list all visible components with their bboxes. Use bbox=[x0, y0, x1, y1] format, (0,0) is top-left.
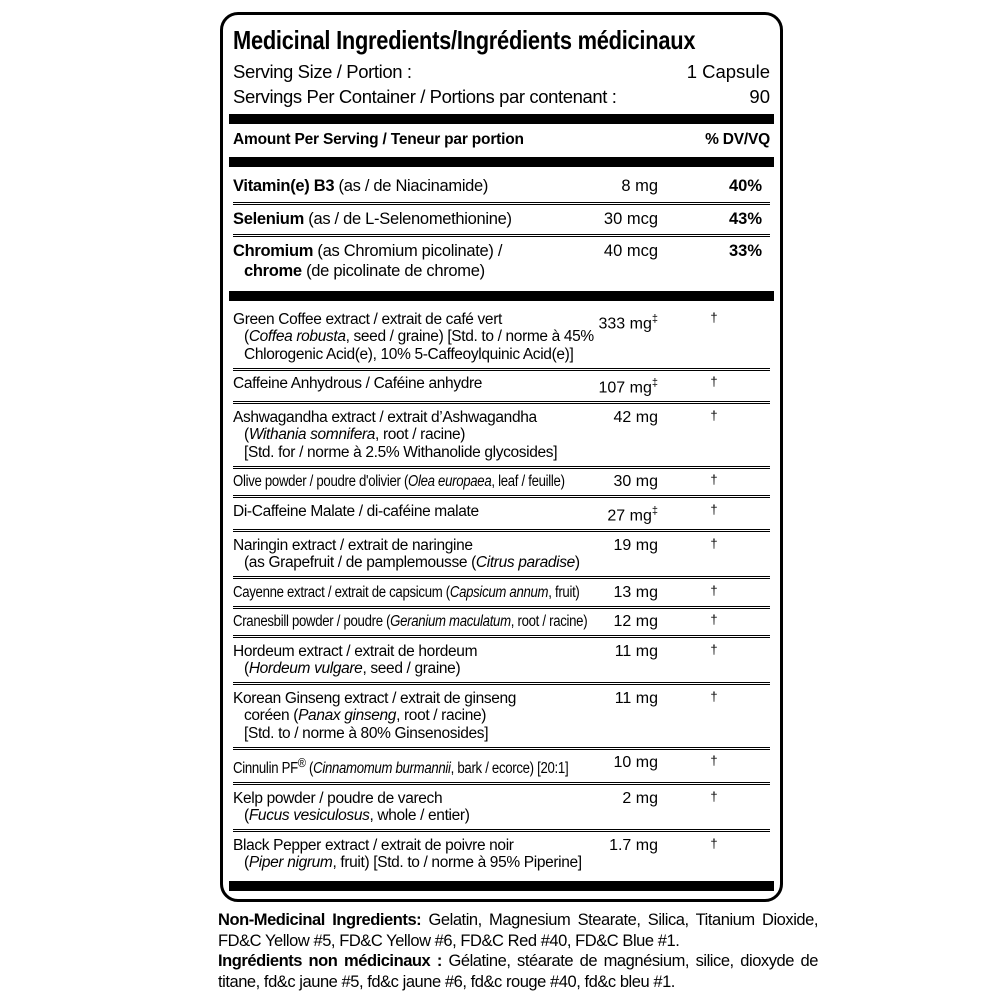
ingredient-row bbox=[233, 785, 770, 829]
ingredient-row bbox=[233, 469, 770, 496]
text-segment: Hordeum extract / extrait de hordeum bbox=[233, 642, 478, 660]
nutrient-row bbox=[233, 172, 770, 202]
ingredient-name-line bbox=[233, 754, 569, 778]
ingredient-name-line bbox=[233, 262, 563, 282]
serving-size-value: 1 Capsule bbox=[686, 61, 770, 82]
nutrient-table bbox=[233, 172, 770, 286]
text-segment: Olive powder / poudre d'olivier ( bbox=[233, 473, 409, 491]
non-medicinal-en-label: Non-Medicinal Ingredients: bbox=[218, 911, 422, 929]
ingredient-dv: 33% bbox=[728, 242, 762, 260]
text-segment: Selenium bbox=[233, 209, 304, 228]
text-segment: (de picolinate de chrome) bbox=[301, 261, 485, 280]
text-segment: Olea europaea bbox=[408, 473, 492, 491]
servings-value: 90 bbox=[749, 86, 770, 107]
text-segment: Caffeine Anhydrous / Caféine anhydre bbox=[233, 375, 483, 392]
ingredient-dv: † bbox=[710, 582, 718, 598]
ingredient-dv: 40% bbox=[728, 177, 762, 195]
ingredient-amount bbox=[563, 311, 658, 364]
ingredient-row bbox=[233, 579, 770, 606]
text-segment: Ashwagandha extract / extrait d’Ashwagandha bbox=[233, 408, 537, 426]
ingredient-name-line bbox=[233, 554, 580, 572]
amount-value: 42 mg bbox=[613, 408, 658, 426]
ingredient-name-line bbox=[233, 311, 563, 329]
ingredient-name bbox=[233, 503, 563, 525]
ingredient-row bbox=[233, 685, 770, 747]
amount-value: 30 mg bbox=[613, 473, 658, 491]
non-medicinal-section bbox=[218, 910, 818, 992]
amount-value: 1.7 mg bbox=[609, 836, 658, 854]
amount-value: 13 mg bbox=[613, 583, 658, 601]
ingredient-dv: 43% bbox=[728, 209, 762, 228]
ingredient-name bbox=[233, 583, 580, 602]
column-header-row bbox=[233, 129, 770, 152]
ingredient-dv: † bbox=[710, 501, 718, 517]
ingredient-name-line bbox=[233, 473, 565, 491]
ingredient-dv: † bbox=[710, 788, 718, 804]
nutrient-row bbox=[233, 205, 770, 235]
amount-value: 8 mg bbox=[621, 177, 658, 195]
ingredient-amount bbox=[563, 375, 658, 397]
footnote bbox=[233, 896, 770, 902]
ingredient-name-line bbox=[233, 643, 563, 661]
amount-value: 10 mg bbox=[613, 754, 658, 772]
ingredient-row bbox=[233, 532, 770, 576]
ingredient-amount bbox=[563, 503, 658, 525]
text-segment: chrome bbox=[244, 261, 302, 280]
non-medicinal-en-text: Gelatin, Magnesium Stearate, Silica, Titanium Dioxide, FD&C Yellow #5, FD&C Yellow #6, FD&C Red #40, FD&C Blue #1. bbox=[218, 911, 818, 950]
ingredient-row bbox=[233, 306, 770, 368]
serving-size-label: Serving Size / Portion : bbox=[233, 61, 412, 82]
text-segment: ( bbox=[244, 426, 249, 444]
non-medicinal-fr-text: Gélatine, stéarate de magnésium, silice, dioxyde de titane, fd&c jaune #5, fd&c jaune #6, fd&c rouge #40, fd&c bleu #1. bbox=[218, 952, 818, 991]
text-segment: (as Chromium picolinate) / bbox=[313, 242, 503, 260]
double-dagger-mark: ‡ bbox=[651, 312, 658, 325]
ingredient-name-line bbox=[233, 177, 563, 197]
text-segment: , fruit) bbox=[548, 583, 580, 601]
text-segment: Cinnamomum burmannii bbox=[313, 760, 451, 778]
ingredient-amount bbox=[563, 837, 658, 872]
text-segment: Di-Caffeine Malate / di-caféine malate bbox=[233, 502, 479, 520]
ingredient-name bbox=[233, 536, 580, 572]
text-segment: Kelp powder / poudre de varech bbox=[233, 789, 443, 807]
ingredient-name-line bbox=[233, 328, 594, 346]
ingredient-name bbox=[233, 242, 563, 281]
text-segment: ( bbox=[244, 807, 249, 825]
amount-value: 40 mcg bbox=[603, 242, 658, 260]
ingredient-name-line bbox=[233, 503, 563, 521]
text-segment: , root / racine) bbox=[396, 707, 487, 725]
ingredient-name-line bbox=[233, 660, 563, 678]
ingredient-name-line bbox=[233, 854, 582, 872]
non-medicinal-fr-label: Ingrédients non médicinaux : bbox=[218, 952, 442, 970]
text-segment: Cranesbill powder / poudre ( bbox=[233, 613, 391, 631]
ingredient-dv: † bbox=[710, 472, 718, 488]
text-segment: , root / racine) bbox=[375, 426, 466, 444]
text-segment: ® bbox=[297, 755, 306, 771]
ingredient-amount bbox=[563, 177, 658, 197]
servings-per-container-row bbox=[233, 84, 770, 109]
ingredient-name-line bbox=[233, 807, 563, 825]
ingredient-name bbox=[233, 754, 569, 778]
text-segment: , bark / ecorce) [20:1] bbox=[450, 760, 569, 778]
text-segment: (as Grapefruit / de pamplemousse ( bbox=[244, 554, 476, 572]
text-segment: , root / racine) bbox=[510, 613, 588, 631]
text-segment: Chlorogenic Acid(e), 10% 5-Caffeoylquinic Acid(e)] bbox=[244, 345, 574, 363]
amount-value: 333 mg bbox=[598, 314, 652, 332]
text-segment: ( bbox=[244, 660, 249, 678]
ingredient-name bbox=[233, 790, 563, 825]
ingredient-name-line bbox=[233, 725, 563, 743]
text-segment: Black Pepper extract / extrait de poivre noir bbox=[233, 836, 514, 854]
amount-value: 19 mg bbox=[613, 536, 658, 554]
text-segment: [Std. to / norme à 80% Ginsenosides] bbox=[244, 724, 489, 742]
ingredient-row bbox=[233, 832, 770, 876]
text-segment: ) bbox=[574, 554, 580, 572]
text-segment: Cinnulin PF bbox=[233, 760, 298, 778]
ingredient-name-line bbox=[233, 375, 563, 393]
text-segment: (as / de Niacinamide) bbox=[334, 177, 489, 195]
divider-bar bbox=[229, 114, 774, 124]
ingredient-table bbox=[233, 306, 770, 876]
ingredient-amount bbox=[563, 537, 658, 572]
text-segment: , seed / graine) bbox=[362, 660, 461, 678]
ingredient-name-line bbox=[233, 426, 563, 444]
text-segment: Chromium bbox=[233, 242, 314, 260]
ingredient-name bbox=[233, 375, 563, 397]
amount-per-serving-header: Amount Per Serving / Teneur par portion bbox=[233, 131, 524, 148]
ingredient-dv: † bbox=[710, 309, 718, 325]
ingredient-name-line bbox=[233, 707, 563, 725]
ingredient-row bbox=[233, 404, 770, 466]
text-segment: ( bbox=[244, 854, 249, 872]
ingredient-amount bbox=[563, 754, 658, 778]
text-segment: , seed / graine) [Std. to / norme à 45% bbox=[345, 328, 594, 345]
ingredient-name bbox=[233, 836, 582, 872]
text-segment: Korean Ginseng extract / extrait de ginseng bbox=[233, 689, 517, 707]
text-segment: Green Coffee extract / extrait de café vert bbox=[233, 310, 502, 328]
amount-value: 12 mg bbox=[613, 613, 658, 631]
ingredient-name-line bbox=[233, 210, 563, 230]
ingredient-name-line bbox=[233, 345, 574, 364]
ingredient-row bbox=[233, 638, 770, 682]
ingredient-name bbox=[233, 409, 563, 462]
ingredient-amount bbox=[563, 790, 658, 825]
amount-value: 2 mg bbox=[622, 789, 658, 807]
supplement-facts-panel bbox=[220, 12, 783, 902]
text-segment: , leaf / feuille) bbox=[491, 473, 565, 491]
ingredient-dv: † bbox=[710, 641, 718, 657]
ingredient-name bbox=[233, 690, 563, 743]
text-segment: Coffea robusta bbox=[248, 328, 346, 345]
text-segment: , fruit) [Std. to / norme à 95% Piperine] bbox=[332, 854, 582, 872]
amount-value: 107 mg bbox=[598, 379, 652, 397]
text-segment: Panax ginseng bbox=[298, 707, 397, 725]
servings-label: Servings Per Container / Portions par contenant : bbox=[233, 86, 617, 107]
ingredient-dv: † bbox=[710, 407, 718, 423]
text-segment: , whole / entier) bbox=[369, 807, 470, 825]
ingredient-row bbox=[233, 750, 770, 783]
text-segment: Capsicum annum bbox=[449, 583, 549, 601]
ingredient-name bbox=[233, 613, 588, 631]
divider-bar bbox=[229, 291, 774, 301]
ingredient-name-line bbox=[233, 583, 580, 602]
ingredient-name-line bbox=[233, 242, 563, 262]
text-segment: ( bbox=[244, 328, 249, 345]
ingredient-amount bbox=[563, 643, 658, 678]
double-dagger-mark: ‡ bbox=[651, 504, 658, 517]
non-medicinal-fr bbox=[218, 951, 818, 992]
divider-bar bbox=[229, 157, 774, 167]
serving-size-row bbox=[233, 59, 770, 84]
ingredient-name-line bbox=[233, 837, 563, 855]
text-segment: (as / de L-Selenomethionine) bbox=[303, 209, 512, 228]
text-segment: Fucus vesiculosus bbox=[248, 807, 370, 825]
ingredient-row bbox=[233, 371, 770, 402]
ingredient-row bbox=[233, 498, 770, 529]
percent-dv-header: % DV/VQ bbox=[705, 131, 770, 148]
panel-title: Medicinal Ingredients/Ingrédients médicinaux bbox=[233, 25, 696, 55]
ingredient-name-line bbox=[233, 409, 563, 427]
non-medicinal-en bbox=[218, 910, 818, 951]
ingredient-dv: † bbox=[710, 535, 718, 551]
ingredient-name-line bbox=[233, 537, 563, 555]
text-segment: Vitamin(e) B3 bbox=[233, 177, 335, 195]
ingredient-amount bbox=[563, 242, 658, 281]
double-dagger-mark: ‡ bbox=[651, 377, 658, 389]
amount-value: 11 mg bbox=[614, 689, 658, 707]
divider-bar bbox=[229, 881, 774, 891]
ingredient-amount bbox=[563, 210, 658, 230]
text-segment: Geranium maculatum bbox=[390, 613, 511, 631]
ingredient-dv: † bbox=[710, 688, 718, 704]
text-segment: Naringin extract / extrait de naringine bbox=[233, 536, 473, 554]
ingredient-dv: † bbox=[710, 753, 718, 769]
ingredient-name bbox=[233, 210, 563, 230]
ingredient-dv: † bbox=[710, 835, 718, 851]
text-segment: ( bbox=[305, 760, 314, 778]
text-segment: Cayenne extract / extrait de capsicum ( bbox=[233, 583, 450, 601]
ingredient-name bbox=[233, 643, 563, 678]
nutrient-row bbox=[233, 237, 770, 286]
amount-value: 30 mcg bbox=[603, 209, 658, 228]
ingredient-name-line bbox=[233, 690, 563, 708]
ingredient-name-line bbox=[233, 613, 588, 631]
amount-value: 27 mg bbox=[607, 507, 652, 525]
amount-value: 11 mg bbox=[614, 642, 658, 660]
text-segment: Citrus paradise bbox=[475, 554, 575, 572]
ingredient-name bbox=[233, 473, 563, 491]
ingredient-name bbox=[233, 177, 563, 197]
text-segment: [Std. for / norme à 2.5% Withanolide glycosides] bbox=[244, 443, 558, 461]
ingredient-amount bbox=[563, 690, 658, 743]
ingredient-name bbox=[233, 310, 594, 364]
text-segment: Withania somnifera bbox=[248, 426, 376, 444]
ingredient-amount bbox=[563, 473, 658, 491]
text-segment: Hordeum vulgare bbox=[248, 660, 363, 678]
ingredient-name-line bbox=[233, 790, 563, 808]
ingredient-name-line bbox=[233, 444, 563, 462]
text-segment: Piper nigrum bbox=[248, 854, 333, 872]
ingredient-dv: † bbox=[710, 612, 718, 628]
ingredient-row bbox=[233, 609, 770, 636]
ingredient-dv: † bbox=[710, 374, 718, 389]
ingredient-amount bbox=[563, 409, 658, 462]
text-segment: coréen ( bbox=[244, 707, 299, 725]
